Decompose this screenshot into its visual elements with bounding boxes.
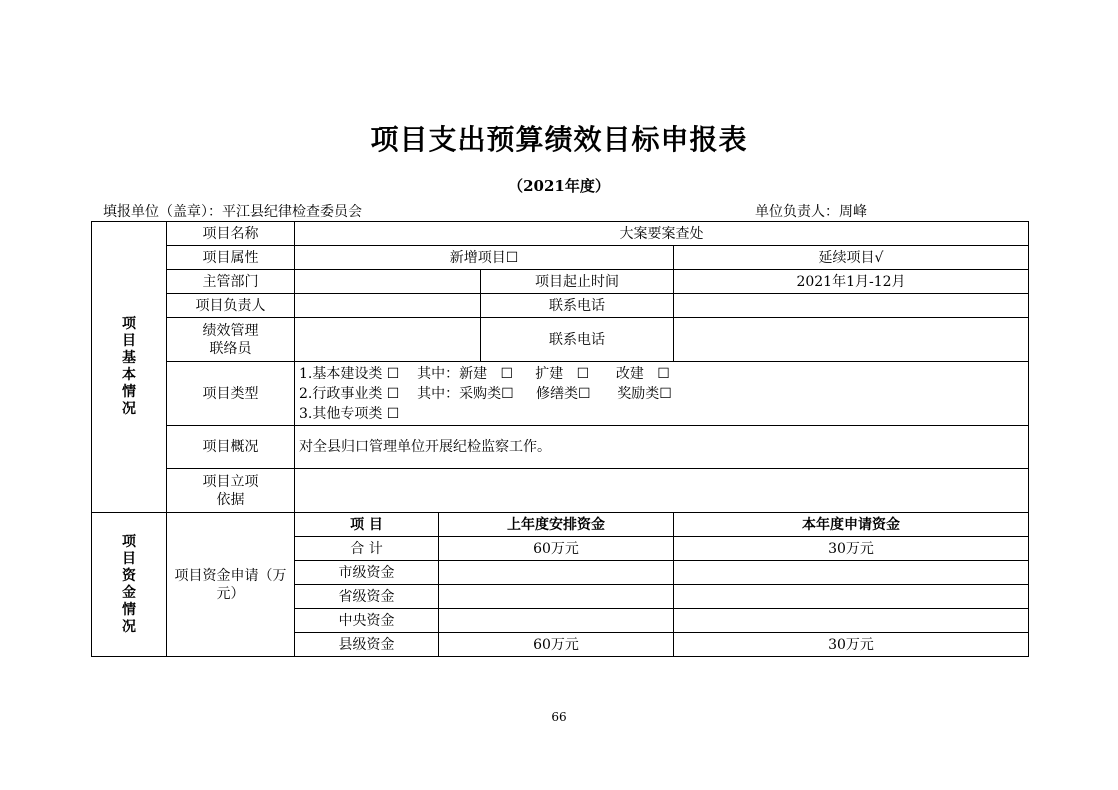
type-option-3[interactable]: 3.其他专项类 ☐ bbox=[299, 405, 400, 422]
fund-last-year: 60万元 bbox=[439, 633, 674, 657]
fund-last-year bbox=[439, 609, 674, 633]
section-basic-label: 项 目 基 本 情 况 bbox=[122, 316, 136, 417]
contact-label bbox=[167, 318, 295, 362]
attr-continue-checkbox[interactable]: 延续项目√ bbox=[674, 246, 1029, 270]
period-label: 项目起止时间 bbox=[481, 270, 674, 294]
overview-value: 对全县归口管理单位开展纪检监察工作。 bbox=[295, 426, 1029, 469]
basis-label-line1: 项目立项 bbox=[202, 473, 259, 490]
phone-value-2 bbox=[674, 318, 1029, 362]
phone-label: 联系电话 bbox=[481, 294, 674, 318]
contact-label-line2: 联络员 bbox=[209, 340, 252, 357]
fund-this-year: 30万元 bbox=[674, 537, 1029, 561]
row-leader bbox=[92, 294, 1029, 318]
section-funds-label: 项 目 资 金 情 况 bbox=[122, 533, 136, 635]
fund-last-year: 60万元 bbox=[439, 537, 674, 561]
fund-this-year bbox=[674, 609, 1029, 633]
row-funds-header bbox=[92, 513, 1029, 537]
fund-last-year bbox=[439, 585, 674, 609]
unit-head: 单位负责人：周峰 bbox=[755, 204, 867, 220]
contact-label-line1: 绩效管理 bbox=[202, 322, 259, 339]
col-last-year-header: 上年度安排资金 bbox=[439, 513, 674, 537]
type-option-2[interactable]: 2.行政事业类 ☐ 其中：采购类☐ 修缮类☐ 奖励类☐ bbox=[299, 385, 672, 402]
fund-item: 市级资金 bbox=[295, 561, 439, 585]
basis-label bbox=[167, 469, 295, 513]
project-name-value: 大案要案查处 bbox=[295, 222, 1029, 246]
section-basic bbox=[92, 222, 167, 513]
project-name-label: 项目名称 bbox=[167, 222, 295, 246]
basis-value bbox=[295, 469, 1029, 513]
row-project-attr bbox=[92, 246, 1029, 270]
type-option-1[interactable]: 1.基本建设类 ☐ 其中：新建 ☐ 扩建 ☐ 改建 ☐ bbox=[299, 365, 670, 382]
type-label: 项目类型 bbox=[167, 362, 295, 426]
fund-item: 合 计 bbox=[295, 537, 439, 561]
basis-label-line2: 依据 bbox=[216, 491, 245, 508]
leader-label: 项目负责人 bbox=[167, 294, 295, 318]
document-year: （2021年度） bbox=[508, 177, 610, 195]
attr-new-checkbox[interactable]: 新增项目☐ bbox=[295, 246, 674, 270]
fund-this-year bbox=[674, 561, 1029, 585]
budget-form-table bbox=[91, 221, 1029, 657]
row-dept bbox=[92, 270, 1029, 294]
overview-label: 项目概况 bbox=[167, 426, 295, 469]
apply-label: 项目资金申请（万元） bbox=[167, 513, 295, 657]
document-title: 项目支出预算绩效目标申报表 bbox=[370, 123, 748, 156]
period-value: 2021年1月-12月 bbox=[674, 270, 1029, 294]
fund-item: 县级资金 bbox=[295, 633, 439, 657]
project-attr-label: 项目属性 bbox=[167, 246, 295, 270]
type-options bbox=[295, 362, 1029, 426]
section-funds bbox=[92, 513, 167, 657]
phone-value bbox=[674, 294, 1029, 318]
row-project-name bbox=[92, 222, 1029, 246]
row-overview bbox=[92, 426, 1029, 469]
contact-value bbox=[295, 318, 481, 362]
dept-label: 主管部门 bbox=[167, 270, 295, 294]
fund-this-year: 30万元 bbox=[674, 633, 1029, 657]
row-type bbox=[92, 362, 1029, 426]
row-basis bbox=[92, 469, 1029, 513]
fund-this-year bbox=[674, 585, 1029, 609]
leader-value bbox=[295, 294, 481, 318]
filler-unit: 填报单位（盖章）：平江县纪律检查委员会 bbox=[103, 204, 362, 220]
fund-last-year bbox=[439, 561, 674, 585]
phone-label-2: 联系电话 bbox=[481, 318, 674, 362]
col-item-header: 项 目 bbox=[295, 513, 439, 537]
row-contact bbox=[92, 318, 1029, 362]
col-this-year-header: 本年度申请资金 bbox=[674, 513, 1029, 537]
dept-value bbox=[295, 270, 481, 294]
fund-item: 省级资金 bbox=[295, 585, 439, 609]
page-number: 66 bbox=[551, 710, 567, 724]
fund-item: 中央资金 bbox=[295, 609, 439, 633]
